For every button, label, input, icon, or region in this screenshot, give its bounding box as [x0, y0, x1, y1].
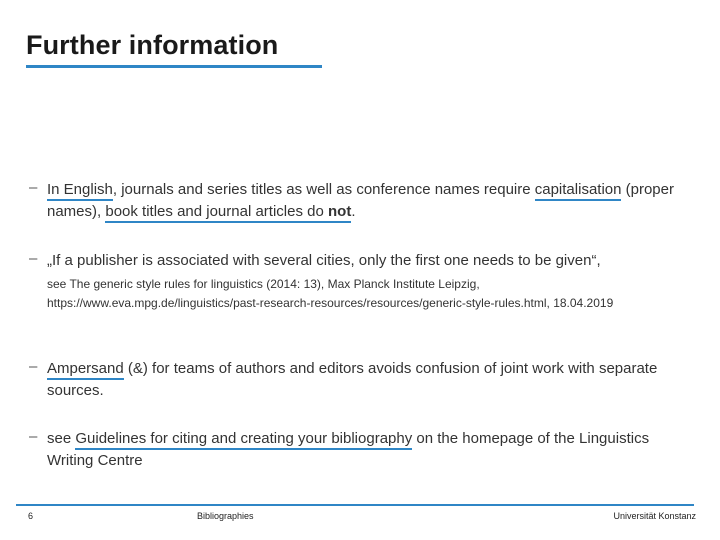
bullet-text-part: , journals and series titles as well as conference names require: [112, 181, 535, 198]
bullet-text-part: (proper names),: [47, 181, 674, 220]
page-number: 6: [28, 511, 34, 521]
list-item: [29, 179, 689, 223]
bullet-text: [47, 179, 689, 223]
guidelines-link[interactable]: Guidelines for citing and creating your bibliography: [75, 430, 412, 450]
bullet-dash: –: [29, 179, 38, 196]
quote-text: „If a publisher is associated with several cities, only the first one needs to be given“,: [47, 252, 601, 269]
in-english-link[interactable]: In English: [47, 181, 113, 201]
bullet-dash: –: [29, 358, 38, 375]
emphasis-not: not: [328, 203, 352, 220]
bullet-dash: –: [29, 250, 38, 267]
capitalisation-link[interactable]: capitalisation: [535, 181, 622, 201]
bullet-text-part: on the homepage of the Linguistics Writing Centre: [47, 430, 650, 469]
bullet-text-end: .: [351, 203, 356, 220]
title-underline: [26, 65, 322, 68]
list-item: [29, 428, 689, 472]
source-citation: see The generic style rules for linguistics (2014: 13), Max Planck Institute Leipzig, https://www.eva.mpg.de/linguistics/past-research-resources/resources/generic-style-rules.html, 18.04.2019: [47, 277, 614, 310]
page-title: Further information: [26, 30, 279, 60]
bullet-text-part: (&) for teams of authors and editors avoids confusion of joint work with separate sources.: [47, 360, 658, 399]
bullet-text: [47, 358, 689, 402]
footer-section-title: Bibliographies: [197, 511, 254, 521]
book-titles-text: book titles and journal articles do: [105, 203, 328, 220]
bullet-dash: –: [29, 428, 38, 445]
book-titles-link[interactable]: [105, 203, 351, 223]
footer-institution: Universität Konstanz: [613, 511, 696, 521]
bullet-text-part: see: [47, 430, 76, 447]
footer-divider: [16, 504, 694, 506]
list-item: [29, 250, 689, 313]
ampersand-link[interactable]: Ampersand: [47, 360, 124, 380]
list-item: [29, 358, 689, 402]
bullet-text: [47, 428, 689, 472]
